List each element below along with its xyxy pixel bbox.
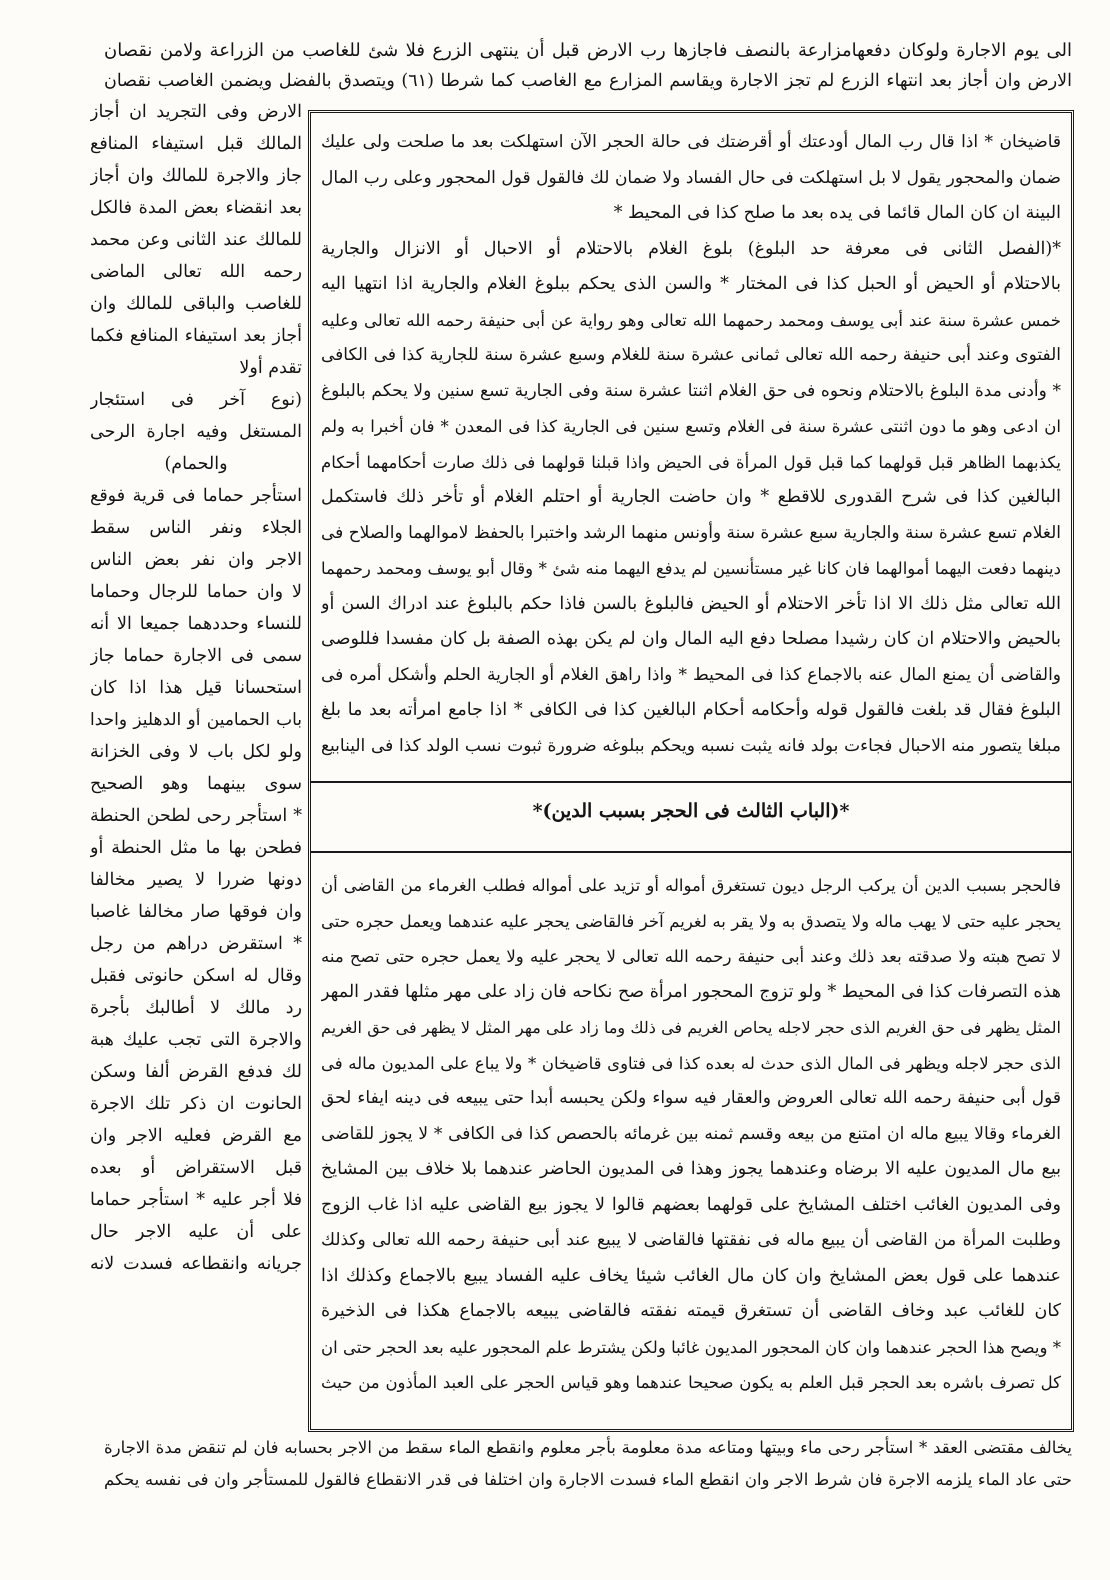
margin-line: وقال له اسكن حانوتى فقبل (90, 966, 302, 986)
margin-heading: والحمام) (164, 454, 228, 474)
chapter-line: * ويصح هذا الحجر عندهما وان كان المحجور المديون غائبا ولكن يشترط علم المحجور عليه بعد الحجر حتى ان (321, 1337, 1061, 1357)
chapter-line: الذى حجر لاجله ويظهر فى المال الذى حدث له بعده كذا فى فتاوى قاضيخان * ولا يباع على المديون ماله فى (321, 1053, 1061, 1073)
chapter-line: فالحجر بسبب الدين أن يركب الرجل ديون تستغرق أمواله أو تزيد على أمواله فطلب الغرماء من القاضى أن (321, 876, 1061, 895)
margin-line: سمى فى الاجارة حماما جاز (90, 646, 302, 666)
main-line: والقاضى أن يمنع المال عنه بالاجماع كذا فى المحيط * واذا راهق الغلام أو الجارية الحلم وأشكل أمره فى (321, 664, 1061, 685)
margin-line: الحانوت ان ذكر تلك الاجرة (90, 1094, 302, 1114)
header-text (104, 36, 1072, 96)
main-line: الغلام تسع عشرة سنة والجارية سبع عشرة سنة وأونس منهما الرشد واختبرا بالحفظ لاموالهما والصلاح فى (321, 522, 1061, 543)
main-line: الله تعالى مثل ذلك الا اذا تأخر الاحتلام أو الحيض فالبلوغ بالسن فاذا حكم بالبلوغ عند ادراك السن أو (321, 593, 1061, 614)
margin-line: تقدم أولا (239, 358, 302, 378)
margin-line: باب الحمامين أو الدهليز واحدا (90, 710, 302, 730)
main-line: مبلغا يتصور منه الاحبال فجاءت بولد فانه يثبت نسبه ويحكم ببلوغه ضرورة ثبوت نسب الولد كذا فى الينابيع (321, 735, 1061, 756)
chapter-line: المثل يظهر فى حق الغريم الذى حجر لاجله يحاص الغريم فى ذلك وما زاد على مهر المثل لا يظهر فى حق الغريم (321, 1018, 1061, 1037)
main-line: بالاحتلام أو الحيض أو الحبل كذا فى المختار * والسن الذى يحكم ببلوغ الغلام والجارية اذا انتهيا اليه (321, 274, 1061, 294)
margin-line: * استقرض دراهم من رجل (90, 934, 302, 954)
margin-line: أجاز بعد استيفاء المنافع فكما (90, 326, 302, 346)
main-line: البينة ان كان المال قائما فى يده بعد ما صلح كذا فى المحيط * (613, 203, 1061, 223)
margin-heading: (نوع آخر فى استئجار (90, 390, 302, 410)
chapter-line: كل تصرف باشره بعد الحجر قبل العلم به يكون صحيحا عندهما وهو قياس الحجر على العبد المأذون من حيث (321, 1373, 1061, 1392)
main-line: * وأدنى مدة البلوغ بالاحتلام ونحوه فى حق الغلام اثنتا عشرة سنة وفى الجارية تسع سنين ولا يحكم بالبلوغ (321, 380, 1061, 401)
chapter-line: يحجر عليه حتى لا يهب ماله ولا يتصدق به ولا يقر به لغريم آخر فالقاضى يحجر عليه عندهما ويعمل حجره حتى (321, 911, 1061, 931)
chapter-line: الغرماء وقالا يبيع ماله ان امتنع من بيعه وقسم ثمنه بين غرمائه بالحصص كذا فى الكافى * لا يجوز للقاضى (321, 1123, 1061, 1144)
main-line: قاضيخان * اذا قال رب المال أودعتك أو أقرضتك فى حالة الحجر الآن استهلكت بعد ما صلحت ولى عليك (321, 132, 1061, 152)
main-line: البالغين كذا فى شرح القدورى للاقطع * وان حاضت الجارية أو احتلم الغلام أو تأخر ذلك فاستكمل (321, 487, 1061, 507)
margin-line: جاز والاجرة للمالك وان أجاز (90, 166, 302, 186)
divider (311, 781, 1071, 783)
margin-line: دونها ضررا لا يصير مخالفا (90, 870, 302, 890)
main-section (321, 125, 1061, 764)
margin-line: المالك قبل استيفاء المنافع (90, 134, 302, 154)
chapter-line: قول أبى حنيفة رحمه الله تعالى العروض والعقار فيه سواء ولكن يحبسه أبدا حتى يبيعه فى دينه ايفاء لحق (321, 1088, 1061, 1108)
margin-line: رحمه الله تعالى الماضى (90, 262, 302, 282)
main-line: البلوغ فقال قد بلغت فالقول قوله وأحكامه أحكام البالغين كذا فى الكافى * اذا جامع امرأته بعد ما بلغ (321, 700, 1061, 720)
chapter-line: عندهما على قول بعض المشايخ وان كان مال الغائب شيئا يخاف عليه الفساد يبيع بالاجماع وكذلك اذا (321, 1265, 1061, 1286)
margin-line: فطحن بها ما مثل الحنطة أو (90, 838, 302, 858)
margin-line: مع القرض فعليه الاجر وان (90, 1126, 302, 1146)
margin-line: بعد انقضاء بعض المدة فالكل (90, 198, 302, 218)
chapter-line: لا تصح هبته ولا صدقته بعد ذلك وعند أبى حنيفة رحمه الله تعالى لا يحجر عليه ولا يعمل حجره حتى تصح منه (321, 947, 1061, 966)
chapter-title: *(الباب الثالث فى الحجر بسبب الدين)* (532, 800, 850, 822)
margin-line: للمالك عند الثانى وعن محمد (90, 230, 302, 250)
margin-line: استأجر حماما فى قرية فوقع (90, 486, 302, 506)
chapter-line: وفى المديون الغائب اختلف المشايخ على قولهما بعضهم قالوا لا يجوز بيع القاضى عليه اذا غاب الزوج (321, 1194, 1061, 1215)
margin-line: رد مالك لا أطالبك بأجرة (90, 998, 302, 1018)
margin-line: سوى بينهما وهو الصحيح (90, 774, 302, 794)
chapter-line: هذه التصرفات كذا فى المحيط * ولو تزوج المحجور امرأة صح نكاحه فان زاد على مهر مثلها فقدر المهر (321, 981, 1061, 1002)
main-line: يكذبهما الظاهر قبل قولهما كما قبل قول المرأة فى الحيض واذا قبلنا قولهما فى ذلك صارت أحكامهما أحكام (321, 452, 1061, 472)
footer-line: يخالف مقتضى العقد * استأجر رحى ماء وبيتها ومتاعه مدة معلومة بأجر معلوم وانقطع الماء سقط من الاجر بحسابه فان لم تنقض مدة الاجارة (104, 1438, 1072, 1457)
chapter-line: وطلبت المرأة من القاضى أن يبيع ماله فى نفقتها فالقاضى لا يبيع عند أبى حنيفة رحمه الله تعالى وكذلك (321, 1230, 1061, 1250)
margin-line: وان فوقها صار مخالفا غاصبا (90, 902, 302, 922)
main-line: بالحيض والاحتلام ان كان رشيدا مصلحا دفع اليه المال وان لم يكن بهذه الصفة بل كان مفسدا فللوصى (321, 629, 1061, 649)
margin-commentary (90, 96, 302, 1280)
main-line: ضمان والمحجور يقول لا بل استهلكت فى حال الفساد ولا ضمان لك فالقول قول المحجور وعلى رب المال (321, 167, 1061, 188)
margin-line: للغاصب والباقى للمالك وان (90, 294, 302, 314)
margin-line: جريانه وانقطاعه فسدت لانه (90, 1254, 302, 1274)
chapter-line: بيع مال المديون عليه الا برضاه وعندهما يجوز وهذا فى المديون الحاضر عندهما بلا خلاف بين المشايخ (321, 1159, 1061, 1179)
margin-line: لك فدفع القرض ألفا وسكن (90, 1062, 302, 1082)
margin-line: * استأجر رحى لطحن الحنطة (90, 806, 302, 826)
margin-line: الجلاء ونفر الناس سقط (90, 518, 302, 538)
footer-line: حتى عاد الماء يلزمه الاجرة فان شرط الاجر وان انقطع الماء فسدت الاجارة وان اختلفا فى قدر الانقطاع فالقول للمستأجر وان فى نفسه يحكم (104, 1470, 1072, 1489)
section-heading-line: *(الفصل الثانى فى معرفة حد البلوغ) بلوغ الغلام بالاحتلام أو الاحبال أو الانزال والجارية (321, 238, 1061, 259)
margin-line: استحسانا قيل هذا اذا كان (90, 678, 302, 698)
margin-line: ولو لكل باب لا وفى الخزانة (90, 742, 302, 762)
margin-line: الاجر وان نفر بعض الناس (90, 550, 302, 570)
margin-line: للنساء وحددهما جميعا الا أنه (90, 614, 302, 634)
main-line: خمس عشرة سنة عند أبى يوسف ومحمد رحمهما الله تعالى وهو رواية عن أبى حنيفة رحمه الله تعالى وعليه (321, 310, 1061, 330)
chapter-line: كان للغائب عبد وخاف القاضى أن تستغرق قيمته نفقته فالقاضى يبيعه بالاجماع هكذا فى الذخيرة (321, 1301, 1061, 1321)
margin-line: الارض وفى التجريد ان أجاز (90, 102, 302, 122)
chapter-section (321, 868, 1061, 1401)
margin-line: على أن عليه الاجر حال (90, 1222, 302, 1242)
divider (311, 851, 1071, 853)
margin-line: لا وان حماما للرجال وحماما (90, 582, 302, 602)
footer-text (104, 1432, 1072, 1496)
margin-heading: المستغل وفيه اجارة الرحى (90, 422, 302, 442)
main-text-frame (308, 110, 1074, 1432)
main-line: الفتوى وعند أبى حنيفة رحمه الله تعالى ثمانى عشرة سنة للغلام وسبع عشرة سنة للجارية كذا فى الكافى (321, 345, 1061, 365)
main-line: دينهما دفعت اليهما أموالهما فان كانا غير مستأنسين لم يدفع اليهما منه شئ * وقال أبو يوسف ومحمد رحمهما (321, 559, 1061, 578)
margin-line: والاجرة التى تجب عليك هبة (90, 1030, 302, 1050)
main-line: ان ادعى وهو ما دون اثنتى عشرة سنة فى الغلام وتسع سنين فى الجارية كذا فى المعدن * فان أخبرا به ولم (321, 417, 1061, 436)
margin-line: فلا أجر عليه * استأجر حماما (90, 1190, 302, 1210)
header-line: الى يوم الاجارة ولوكان دفعهامزارعة بالنصف فاجازها رب الارض قبل أن ينتهى الزرع فلا شئ للغاصب من الزراعة ولامن نقصان (104, 40, 1072, 61)
header-line: الارض وان أجاز بعد انتهاء الزرع لم تجز الاجارة ويقاسم المزارع مع الغاصب كما شرطا (٦١) ويتصدق بالفضل ويضمن الغاصب نقصان (104, 71, 1072, 91)
margin-line: قبل الاستقراض أو بعده (90, 1158, 302, 1178)
